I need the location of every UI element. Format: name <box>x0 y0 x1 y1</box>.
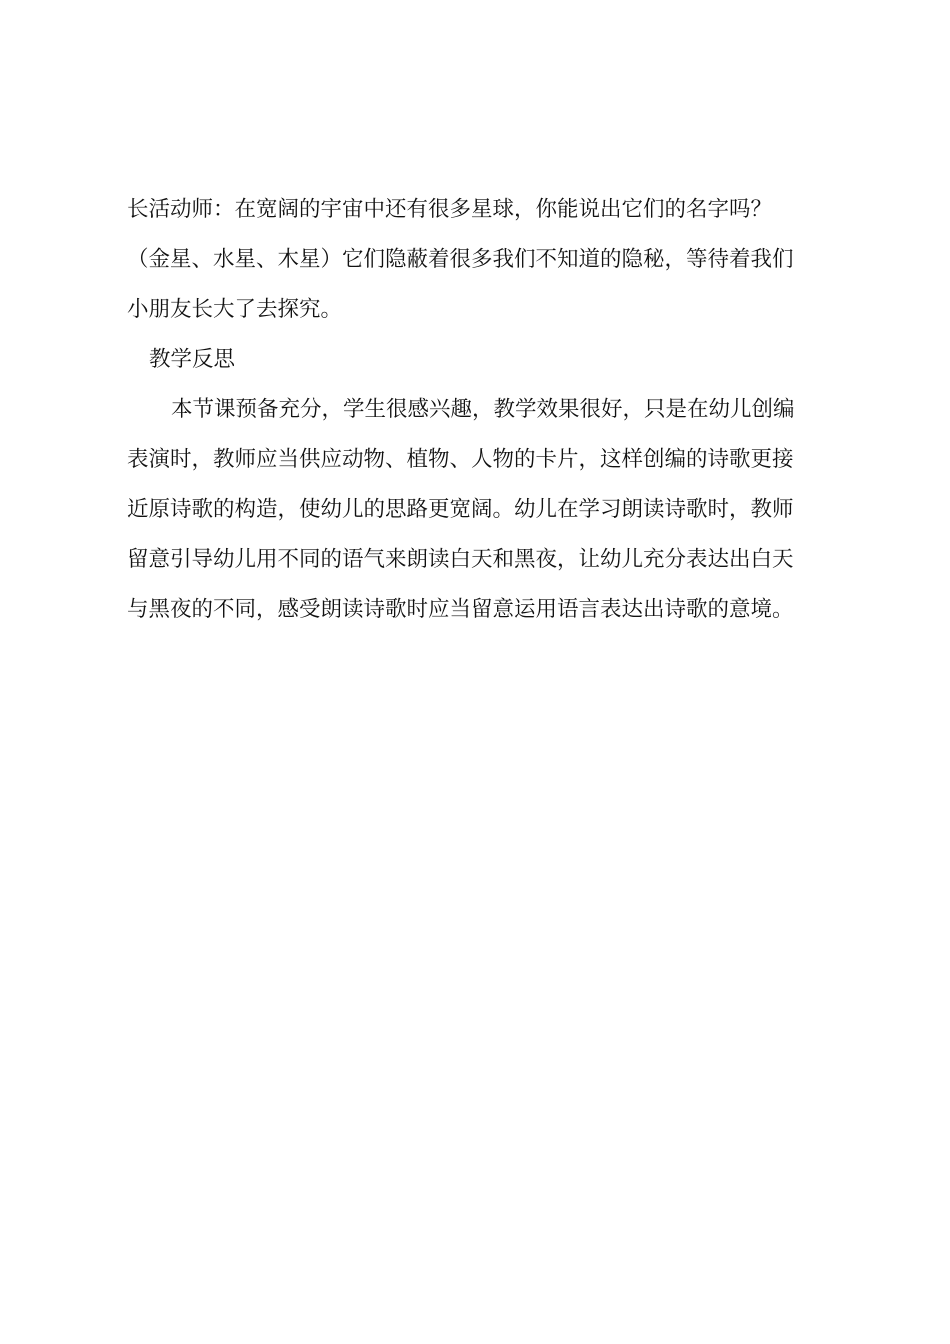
text-line: 表演时，教师应当供应动物、植物、人物的卡片，这样创编的诗歌更接 <box>127 447 794 472</box>
section-heading: 教学反思 <box>149 347 236 372</box>
document-body <box>127 185 833 635</box>
text-line: （金星、水星、木星）它们隐蔽着很多我们不知道的隐秘，等待着我们 <box>127 247 794 272</box>
paragraph-reflection <box>127 385 833 635</box>
text-line: 与黑夜的不同，感受朗读诗歌时应当留意运用语言表达出诗歌的意境。 <box>127 597 794 622</box>
text-line: 本节课预备充分，学生很感兴趣，教学效果很好，只是在幼儿创编 <box>171 397 795 422</box>
paragraph-activity <box>127 185 833 335</box>
text-line: 近原诗歌的构造，使幼儿的思路更宽阔。幼儿在学习朗读诗歌时，教师 <box>127 497 794 522</box>
text-line: 长活动师：在宽阔的宇宙中还有很多星球，你能说出它们的名字吗？ <box>127 197 773 222</box>
text-line: 小朋友长大了去探究。 <box>127 297 343 322</box>
text-line: 留意引导幼儿用不同的语气来朗读白天和黑夜，让幼儿充分表达出白天 <box>127 547 794 572</box>
